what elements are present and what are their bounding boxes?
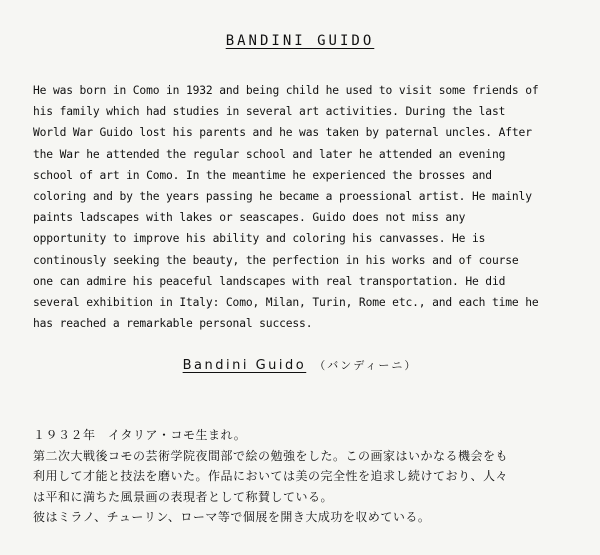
bio-line: opportunity to improve his ability and coloring his canvasses. He is bbox=[33, 232, 486, 246]
bio-jp-line: 第二次大戦後コモの芸術学院夜間部で絵の勉強をした。この画家はいかなる機会をも bbox=[33, 448, 509, 463]
english-heading: BANDINI GUIDO bbox=[225, 33, 375, 49]
bio-jp-line: 彼はミラノ、チューリン、ローマ等で個展を開き大成功を収めている。 bbox=[33, 510, 431, 524]
japanese-heading bbox=[0, 357, 600, 373]
bio-jp-line: 利用して才能と技法を磨いた。作品においては美の完全性を追求し続けており、人々 bbox=[33, 469, 509, 483]
bio-jp-line: は平和に満ちた風景画の表現者として称賛している。 bbox=[33, 489, 334, 504]
bio-line: paints ladscapes with lakes or seascapes. Guido does not miss any bbox=[33, 211, 466, 225]
english-biography bbox=[33, 80, 578, 334]
bio-line: the War he attended the regular school and later he attended an evening bbox=[33, 147, 506, 161]
bio-line: one can admire his peaceful landscapes with real transportation. He did bbox=[33, 274, 506, 288]
bio-line: World War Guido lost his parents and he was taken by paternal uncles. After bbox=[33, 126, 532, 140]
heading-kana: （バンディーニ） bbox=[314, 359, 418, 372]
bio-line: has reached a remarkable personal success. bbox=[33, 317, 313, 331]
bio-line: coloring and by the years passing he became a proessional artist. He mainly bbox=[33, 190, 532, 204]
bio-line: He was born in Como in 1932 and being child he used to visit some friends of bbox=[33, 84, 539, 97]
bio-line: his family which had studies in several art activities. During the last bbox=[33, 105, 506, 119]
japanese-biography bbox=[33, 425, 578, 528]
bio-line: continously seeking the beauty, the perfection in his works and of course bbox=[33, 253, 519, 267]
bio-line: several exhibition in Italy: Como, Milan, Turin, Rome etc., and each time he bbox=[33, 296, 539, 310]
bio-jp-line: １９３２年 イタリア・コモ生まれ。 bbox=[33, 428, 247, 442]
bio-line: school of art in Como. In the meantime he experienced the brosses and bbox=[33, 168, 492, 182]
heading-name: Bandini Guido bbox=[182, 358, 307, 373]
